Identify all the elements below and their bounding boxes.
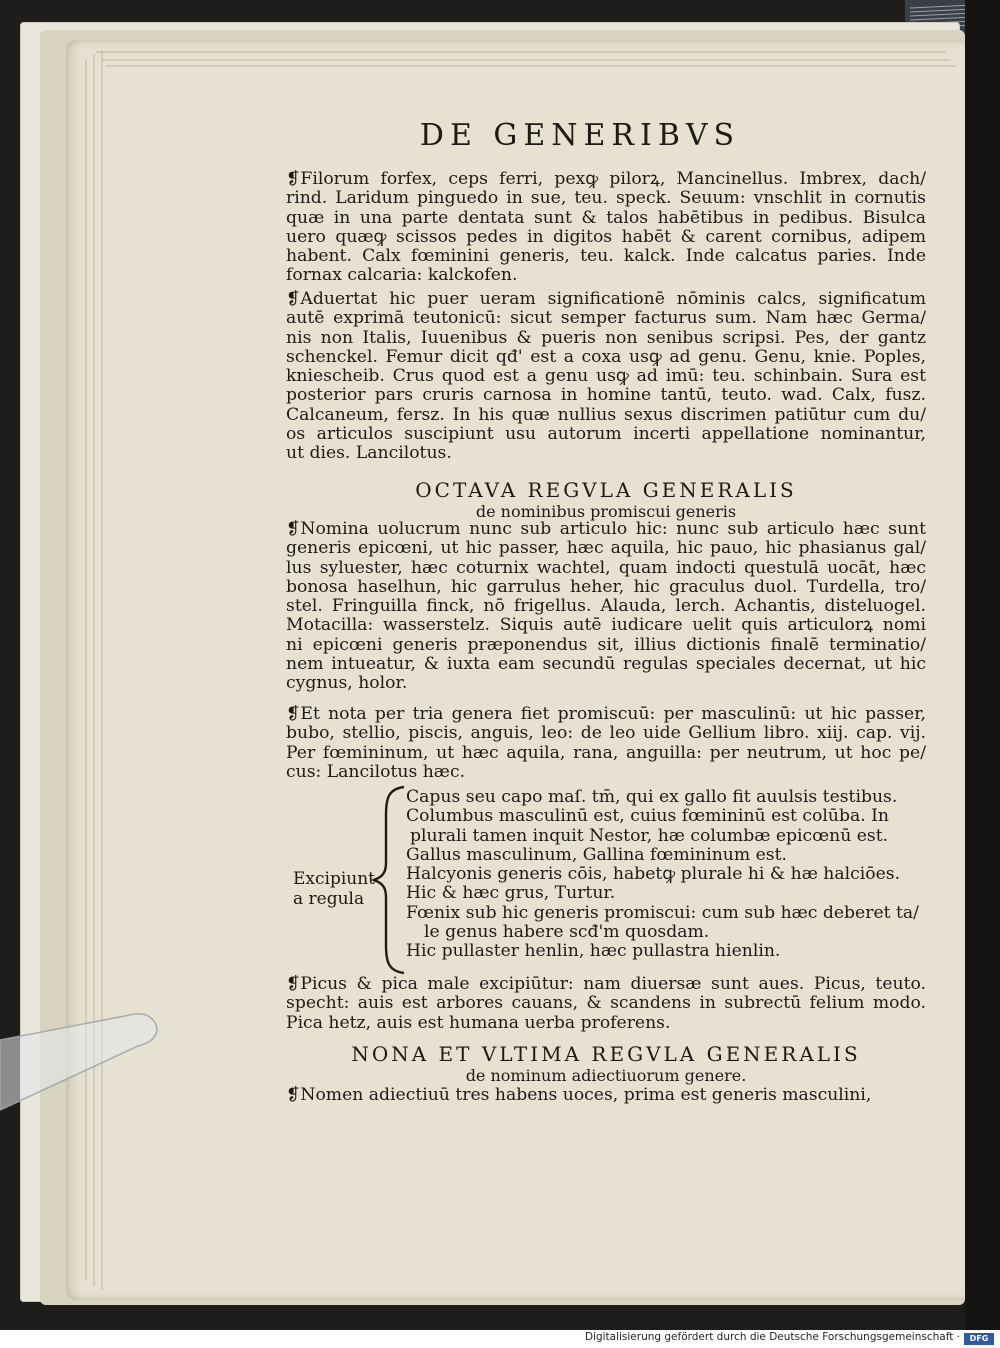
- text-line: habent. Calx fœminini generis, teu. kalck. Inde calcatus paries. Inde: [286, 247, 926, 267]
- exception-line: Hic & hæc grus, Turtur.: [406, 884, 616, 904]
- paragraph-5: [286, 975, 926, 1033]
- text-line: ❡Picus & pica male excipiūtur: nam diuersæ sunt aues. Picus, teuto.: [286, 975, 926, 994]
- text-line: nem intueatur, & iuxta eam secundū regulas speciales decernat, ut hic: [286, 655, 926, 675]
- paragraph-3: [286, 520, 926, 694]
- plastic-page-holder: [0, 1010, 160, 1120]
- scanner-edge: [965, 0, 1000, 1330]
- text-line: nis non Italis, Iuuenibus & pueris non senibus scripsi. Pes, der gantz: [286, 328, 926, 348]
- running-head: DE GENERIBVS: [419, 118, 741, 153]
- text-line: stel. Fringuilla finck, nō frigellus. Alauda, lerch. Achantis, disteluogel.: [286, 597, 926, 617]
- text-line: ut dies. Lancilotus.: [286, 444, 452, 464]
- text-line: specht: auis est arbores cauans, & scandens in subrectū felium modo.: [286, 994, 926, 1014]
- exception-line: Gallus masculinum, Gallina fœmininum est.: [406, 845, 787, 865]
- text-line: ❡Filorum forfex, ceps ferri, pexꝙ pilorꝝ, Mancinellus. Imbrex, dach/: [286, 170, 926, 189]
- exception-line: Hic pullaster henlin, hæc pullastra hienlin.: [406, 942, 781, 962]
- dfg-logo: DFG: [964, 1333, 994, 1345]
- footer-credit: Digitalisierung gefördert durch die Deutsche Forschungsgemeinschaft ·: [584, 1331, 960, 1343]
- text-line: ni epicœni generis præponendus sit, illius dictionis finalē terminatio/: [286, 635, 926, 655]
- exception-line: Columbus masculinū est, cuius fœmininū est colūba. In: [406, 807, 890, 827]
- text-line: rind. Laridum pinguedo in sue, teu. speck. Seuum: vnschlit in cornutis: [286, 189, 926, 209]
- text-line: uero quæꝙ scissos pedes in digitos habēt & carent cornibus, adipem: [286, 227, 926, 247]
- text-line: bubo, stellio, piscis, anguis, leo: de leo uide Gellium libro. xiij. cap. vij.: [286, 724, 926, 744]
- text-line: Motacilla: wasserstelz. Siquis autē iudicare uelit quis articulorꝝ nomi: [286, 616, 926, 636]
- text-line: schenckel. Femur dicit qđ' est a coxa usꝙ ad genu. Genu, knie. Poples,: [286, 347, 926, 367]
- section-subheading-octava: de nominibus promiscui generis: [475, 502, 737, 521]
- exceptions-list: [406, 788, 926, 962]
- paragraph-2: [286, 290, 926, 464]
- exception-line: Fœnix sub hic generis promiscui: cum sub hæc deberet ta/: [406, 903, 919, 923]
- text-line: lus syluester, hæc coturnix wachtel, quam indocti questulā uocāt, hæc: [286, 558, 926, 578]
- text-line: ❡Nomen adiectiuū tres habens uoces, prima est generis masculini,: [286, 1086, 872, 1105]
- curly-brace: [370, 785, 410, 975]
- paragraph-1: [286, 170, 926, 286]
- paragraph-6: [286, 1086, 926, 1105]
- text-line: generis epicœni, ut hic passer, hæc aquila, hic pauo, hic phasianus gal/: [286, 539, 926, 559]
- exception-line: le genus habere scđ'm quosdam.: [424, 923, 710, 943]
- text-line: fornax calcaria: kalckofen.: [286, 266, 518, 286]
- exceptions-label: [293, 869, 375, 909]
- text-line: Pica hetz, auis est humana uerba proferens.: [286, 1013, 671, 1033]
- text-line: ❡Nomina uolucrum nunc sub articulo hic: nunc sub articulo hæc sunt: [286, 520, 926, 539]
- text-line: quæ in una parte dentata sunt & talos habētibus in pedibus. Bisulca: [286, 208, 926, 228]
- exception-line: plurali tamen inquit Nestor, hæ columbæ epicœnū est.: [410, 826, 889, 846]
- text-line: autē exprimā teutonicū: sicut semper facturus sum. Nam hæc Germa/: [286, 309, 926, 329]
- paragraph-4: [286, 705, 926, 782]
- text-line: ❡Aduertat hic puer ueram significationē nōminis calcs, significatum: [286, 290, 926, 309]
- text-line: Per fœmininum, ut hæc aquila, rana, anguilla: per neutrum, ut hoc pe/: [286, 743, 926, 763]
- text-line: posterior pars cruris carnosa in homine tantū, teuto. wad. Calx, fusz.: [286, 386, 926, 406]
- section-heading-nona: NONA ET VLTIMA REGVLA GENERALIS: [351, 1042, 861, 1066]
- exceptions-label-line: a regula: [293, 889, 365, 909]
- section-heading-octava: OCTAVA REGVLA GENERALIS: [415, 478, 797, 502]
- section-subheading-nona: de nominum adiectiuorum genere.: [465, 1066, 747, 1085]
- text-line: kniescheib. Crus quod est a genu usꝙ ad imū: teu. schinbain. Sura est: [286, 367, 926, 387]
- text-line: Calcaneum, fersz. In his quæ nullius sexus discrimen patiūtur cum du/: [286, 405, 926, 425]
- exceptions-label-line: Excipiunt: [293, 869, 376, 889]
- exception-line: Capus seu capo maſ. tm̄, qui ex gallo fit auulsis testibus.: [406, 788, 898, 807]
- text-line: os articulos suscipiunt usu autorum incerti appellatione nominantur,: [286, 425, 926, 445]
- text-line: cus: Lancilotus hæc.: [286, 762, 466, 782]
- exception-line: Halcyonis generis cōis, habetꝙ plurale hi & hæ halciōes.: [406, 865, 901, 885]
- text-line: bonosa haselhun, hic garrulus heher, hic graculus duol. Turdella, tro/: [286, 577, 926, 597]
- text-line: ❡Et nota per tria genera fiet promiscuū: per masculinū: ut hic passer,: [286, 705, 926, 724]
- text-line: cygnus, holor.: [286, 674, 408, 694]
